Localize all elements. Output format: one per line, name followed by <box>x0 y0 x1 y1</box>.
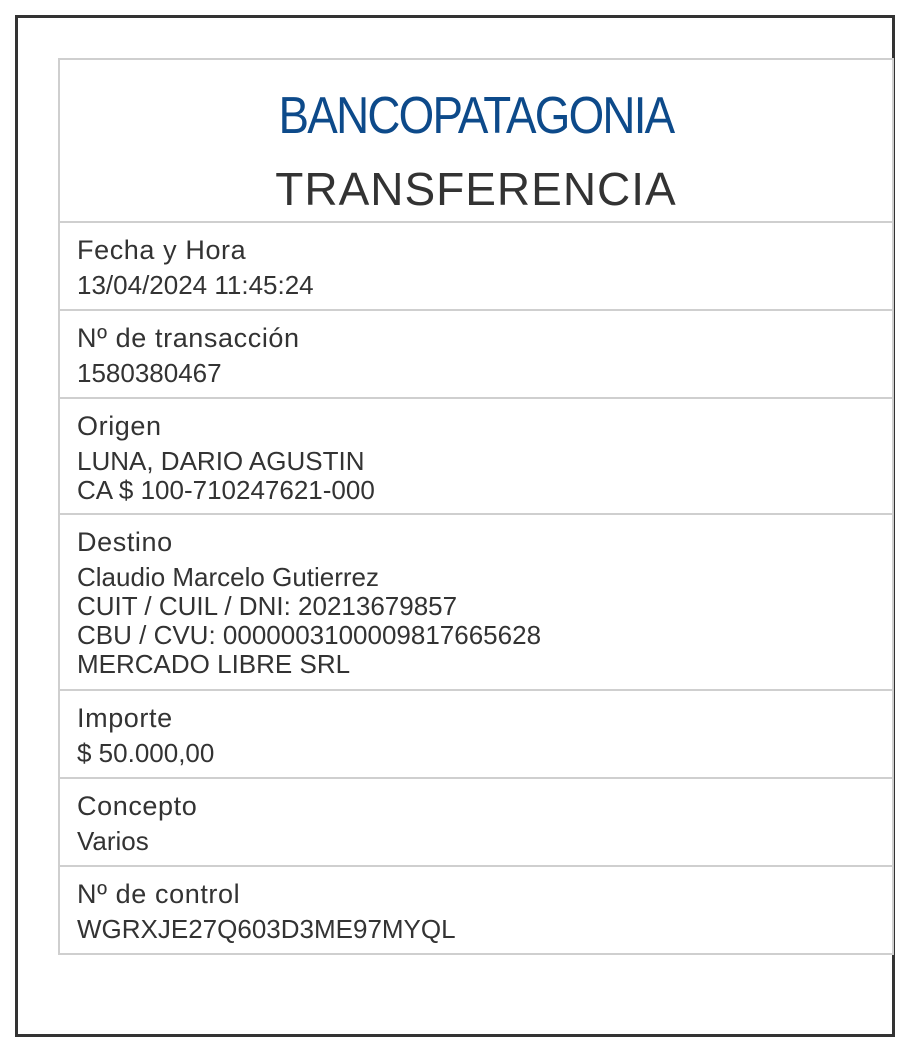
receipt-header <box>60 60 892 223</box>
transfer-receipt <box>58 58 894 955</box>
origin-name: LUNA, DARIO AGUSTIN <box>77 446 365 476</box>
destination-cbu: CBU / CVU: 0000003100009817665628 <box>77 620 542 650</box>
origin-section <box>60 399 892 515</box>
destination-section <box>60 515 892 691</box>
concept-label: Concepto <box>77 791 198 821</box>
concept-section <box>60 779 892 867</box>
destination-bank: MERCADO LIBRE SRL <box>77 649 351 679</box>
receipt-frame <box>15 15 895 1037</box>
destination-name: Claudio Marcelo Gutierrez <box>77 562 380 592</box>
amount-value: $ 50.000,00 <box>77 738 215 768</box>
bank-logo: BANCOPATAGONIA <box>278 87 674 145</box>
origin-label: Origen <box>77 411 162 441</box>
control-number-section <box>60 867 892 953</box>
date-time-value: 13/04/2024 11:45:24 <box>77 270 314 300</box>
date-time-label: Fecha y Hora <box>77 235 247 265</box>
control-number-label: Nº de control <box>77 879 241 909</box>
transaction-number-section <box>60 311 892 399</box>
destination-label: Destino <box>77 527 173 557</box>
transaction-number-value: 1580380467 <box>77 358 222 388</box>
concept-value: Varios <box>77 826 149 856</box>
receipt-title: TRANSFERENCIA <box>275 163 677 215</box>
date-time-section <box>60 223 892 311</box>
amount-section <box>60 691 892 779</box>
amount-label: Importe <box>77 703 173 733</box>
transaction-number-label: Nº de transacción <box>77 323 300 353</box>
origin-account: CA $ 100-710247621-000 <box>77 475 375 505</box>
control-number-value: WGRXJE27Q603D3ME97MYQL <box>77 914 456 944</box>
destination-cuit: CUIT / CUIL / DNI: 20213679857 <box>77 591 458 621</box>
